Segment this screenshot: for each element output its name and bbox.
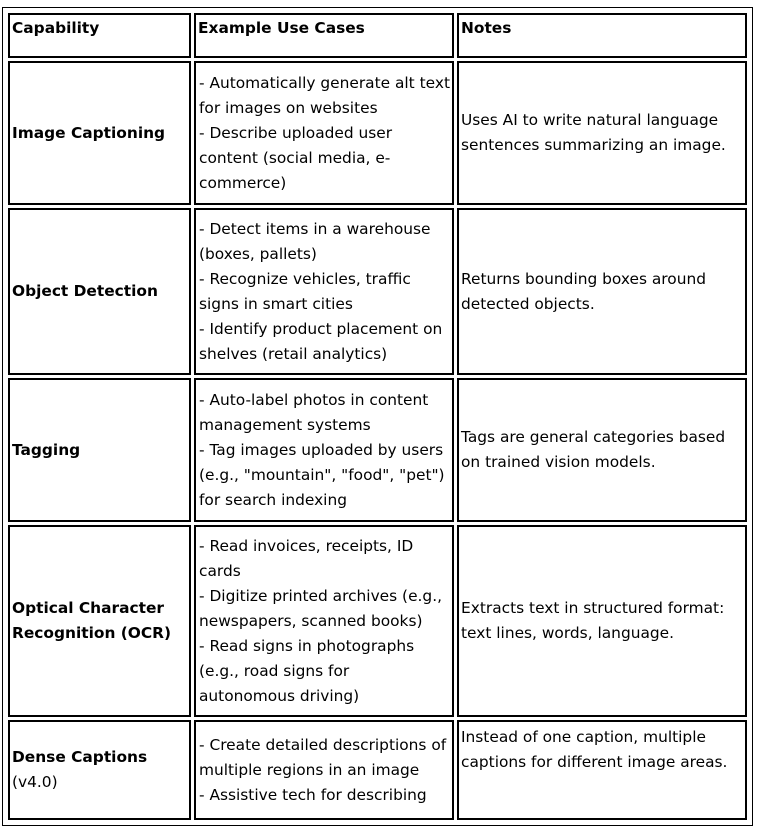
header-row <box>8 13 747 58</box>
table-row <box>8 378 747 522</box>
use-cases-cell <box>194 720 454 820</box>
notes-cell: Instead of one caption, multiple captions for different image areas. <box>457 720 747 820</box>
capability-cell <box>8 208 191 375</box>
capability-name: Image Captioning <box>12 123 166 142</box>
header-capability: Capability <box>8 13 191 58</box>
notes-cell: Returns bounding boxes around detected objects. <box>457 208 747 375</box>
use-case-item: - Automatically generate alt text for images on websites <box>199 73 450 117</box>
capability-version: (v4.0) <box>12 773 58 791</box>
notes-cell: Tags are general categories based on trained vision models. <box>457 378 747 522</box>
capability-cell <box>8 720 191 820</box>
notes-cell: Uses AI to write natural language sentences summarizing an image. <box>457 61 747 205</box>
use-cases-cell <box>194 61 454 205</box>
notes-cell: Extracts text in structured format: text lines, words, language. <box>457 525 747 717</box>
use-case-item: - Describe uploaded user content (social media, e-commerce) <box>199 123 393 192</box>
use-case-item: - Tag images uploaded by users (e.g., "mountain", "food", "pet") for search indexing <box>199 440 445 509</box>
table-row <box>8 61 747 205</box>
use-case-item: - Read signs in photographs (e.g., road signs for autonomous driving) <box>199 636 415 705</box>
use-case-item: - Digitize printed archives (e.g., newspapers, scanned books) <box>199 586 442 630</box>
capability-name: Object Detection <box>12 282 158 300</box>
use-case-item: - Identify product placement on shelves (retail analytics) <box>199 319 443 363</box>
use-case-item: - Recognize vehicles, traffic signs in smart cities <box>199 269 411 313</box>
capabilities-table <box>5 10 750 823</box>
use-case-item: - Assistive tech for describing <box>199 785 427 804</box>
table-row <box>8 525 747 717</box>
use-case-item: - Create detailed descriptions of multiple regions in an image <box>199 735 447 779</box>
capability-cell <box>8 61 191 205</box>
use-cases-cell <box>194 208 454 375</box>
header-notes: Notes <box>457 13 747 58</box>
capabilities-table-frame <box>2 7 753 826</box>
capability-name: Dense Captions <box>12 748 148 766</box>
capability-cell <box>8 378 191 522</box>
use-case-item: - Detect items in a warehouse (boxes, pallets) <box>199 219 431 263</box>
capability-name: Tagging <box>12 440 81 459</box>
table-row <box>8 208 747 375</box>
use-cases-cell <box>194 378 454 522</box>
table-row <box>8 720 747 820</box>
header-example-use-cases: Example Use Cases <box>194 13 454 58</box>
use-case-item: - Read invoices, receipts, ID cards <box>199 536 414 580</box>
use-case-item: - Auto-label photos in content management systems <box>199 390 429 434</box>
capability-cell <box>8 525 191 717</box>
use-cases-cell <box>194 525 454 717</box>
capability-name: Optical Character Recognition (OCR) <box>12 599 172 642</box>
